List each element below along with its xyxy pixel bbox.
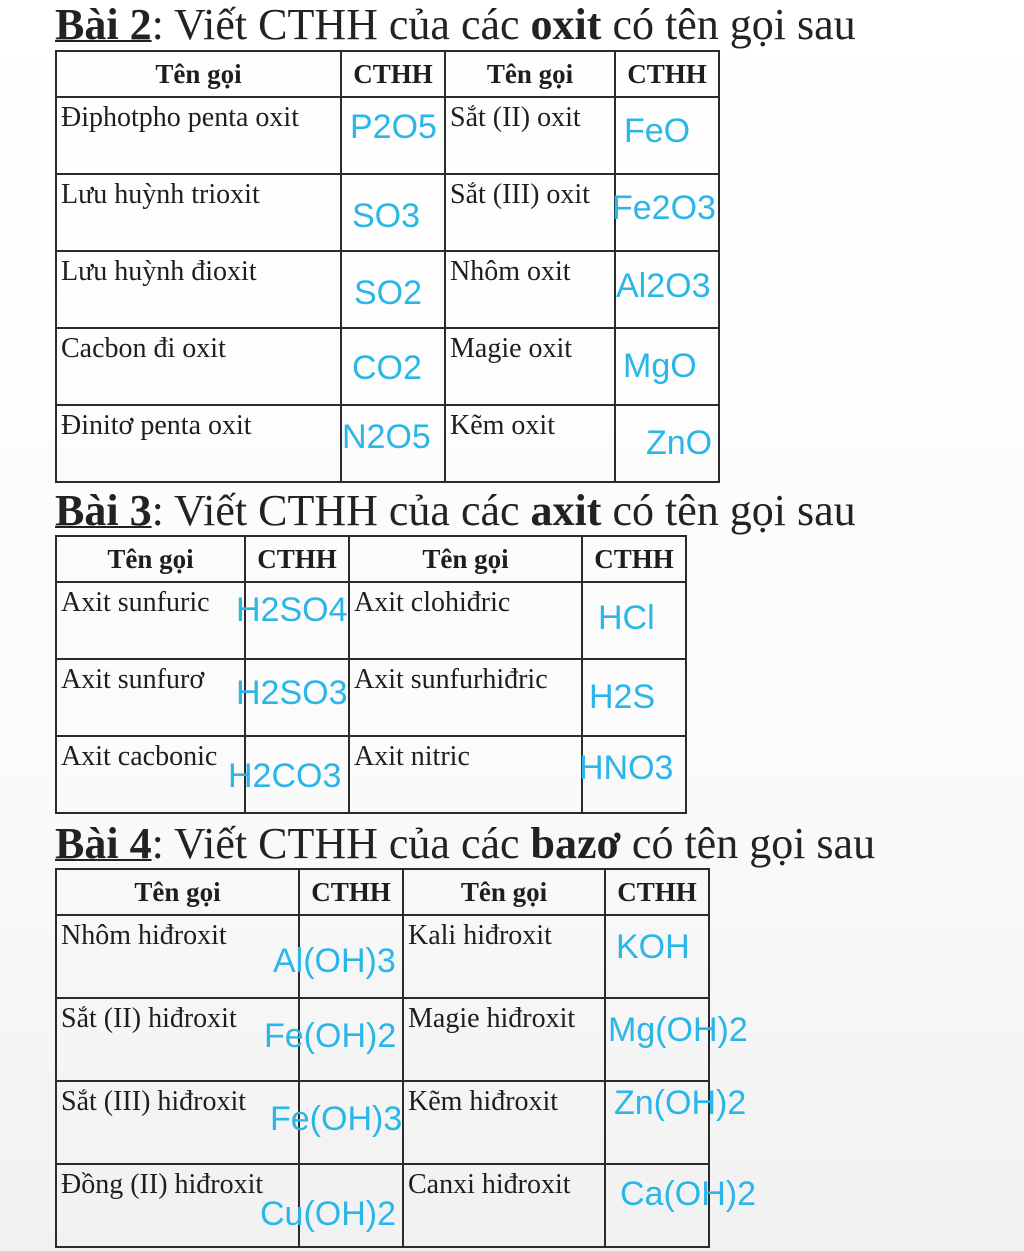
compound-name: Kẽm oxit	[445, 405, 615, 482]
handwritten-formula: FeO	[624, 112, 691, 150]
compound-name: Sắt (II) hiđroxit	[56, 998, 299, 1081]
compound-name: Axit nitric	[349, 736, 582, 813]
handwritten-formula: H2S	[589, 678, 656, 716]
column-header-name: Tên gọi	[56, 869, 299, 915]
formula-cell	[612, 174, 719, 251]
formula-cell	[615, 328, 719, 405]
compound-name: Sắt (III) hiđroxit	[56, 1081, 299, 1164]
handwritten-formula: Cu(OH)2	[260, 1195, 397, 1233]
compound-name: Đồng (II) hiđroxit	[56, 1164, 299, 1247]
compound-name: Lưu huỳnh đioxit	[56, 251, 341, 328]
formula-cell	[341, 328, 445, 405]
formula-cell	[605, 915, 709, 998]
formula-cell	[273, 915, 403, 998]
handwritten-formula: SO2	[354, 274, 423, 312]
compound-name: Cacbon đi oxit	[56, 328, 341, 405]
table-header-row	[56, 869, 709, 915]
formula-cell	[605, 1081, 747, 1164]
bai2-keyword: oxit	[530, 0, 602, 49]
handwritten-formula: CO2	[352, 349, 422, 387]
bai2-number: Bài 2	[55, 0, 152, 49]
bai4-heading-post: có tên gọi sau	[620, 819, 876, 868]
compound-name: Sắt (III) oxit	[445, 174, 615, 251]
table-header-row	[56, 51, 719, 97]
table-row	[56, 174, 719, 251]
handwritten-formula: HCl	[598, 599, 655, 637]
formula-cell	[228, 736, 349, 813]
handwritten-formula: H2SO4	[236, 591, 348, 629]
table-row	[56, 97, 719, 174]
bai3-heading-post: có tên gọi sau	[601, 486, 856, 535]
table-row	[56, 736, 686, 813]
formula-cell	[264, 998, 403, 1081]
column-header-name: Tên gọi	[445, 51, 615, 97]
formula-cell	[579, 736, 686, 813]
handwritten-formula: Fe2O3	[612, 189, 716, 227]
compound-name: Kẽm hiđroxit	[403, 1081, 605, 1164]
formula-cell	[582, 582, 686, 659]
formula-cell	[341, 251, 445, 328]
handwritten-formula: Al2O3	[616, 267, 711, 305]
formula-cell	[341, 405, 445, 482]
column-header-name: Tên gọi	[56, 536, 245, 582]
handwritten-formula: SO3	[352, 197, 421, 235]
column-header-formula: CTHH	[299, 869, 403, 915]
compound-name: Magie oxit	[445, 328, 615, 405]
formula-cell	[236, 582, 349, 659]
table-row	[56, 582, 686, 659]
handwritten-formula: H2CO3	[228, 757, 342, 795]
bai3-heading-pre: : Viết CTHH của các	[151, 486, 531, 535]
column-header-name: Tên gọi	[403, 869, 605, 915]
compound-name: Nhôm oxit	[445, 251, 615, 328]
bai3-number: Bài 3	[55, 486, 152, 535]
handwritten-formula: P2O5	[350, 108, 437, 146]
handwritten-formula: HNO3	[579, 749, 674, 787]
formula-cell	[582, 659, 686, 736]
compound-name: Sắt (II) oxit	[445, 97, 615, 174]
bai2-table	[55, 50, 720, 483]
table-row	[56, 405, 719, 482]
bai2-heading	[55, 0, 856, 49]
compound-name: Đinitơ penta oxit	[56, 405, 341, 482]
handwritten-formula: MgO	[623, 347, 697, 385]
column-header-formula: CTHH	[605, 869, 709, 915]
table-row	[56, 1081, 709, 1164]
compound-name: Axit sunfurhiđric	[349, 659, 582, 736]
formula-cell	[260, 1164, 403, 1247]
handwritten-formula: Al(OH)3	[273, 942, 396, 980]
formula-cell	[605, 998, 748, 1081]
formula-cell	[615, 251, 719, 328]
formula-cell	[270, 1081, 403, 1164]
table-row	[56, 251, 719, 328]
formula-cell	[341, 174, 445, 251]
bai4-heading	[55, 819, 876, 868]
bai2-heading-pre: : Viết CTHH của các	[151, 0, 531, 49]
bai3-keyword: axit	[530, 486, 602, 535]
compound-name: Canxi hiđroxit	[403, 1164, 605, 1247]
handwritten-formula: ZnO	[646, 424, 713, 462]
column-header-formula: CTHH	[582, 536, 686, 582]
handwritten-formula: Ca(OH)2	[620, 1175, 757, 1213]
bai3-heading	[55, 486, 856, 535]
formula-cell	[341, 97, 445, 174]
column-header-formula: CTHH	[341, 51, 445, 97]
bai3-table	[55, 535, 687, 814]
bai4-keyword: bazơ	[530, 819, 621, 868]
compound-name: Axit cacbonic	[56, 736, 245, 813]
compound-name: Axit sunfuric	[56, 582, 245, 659]
handwritten-formula: Fe(OH)3	[270, 1100, 403, 1138]
compound-name: Nhôm hiđroxit	[56, 915, 299, 998]
handwritten-formula: N2O5	[342, 418, 431, 456]
table-row	[56, 998, 709, 1081]
handwritten-formula: H2SO3	[236, 674, 348, 712]
table-row	[56, 659, 686, 736]
table-row	[56, 1164, 709, 1247]
formula-cell	[615, 405, 719, 482]
column-header-formula: CTHH	[615, 51, 719, 97]
compound-name: Lưu huỳnh trioxit	[56, 174, 341, 251]
compound-name: Axit sunfurơ	[56, 659, 245, 736]
formula-cell	[605, 1164, 757, 1247]
column-header-name: Tên gọi	[56, 51, 341, 97]
bai4-number: Bài 4	[55, 819, 152, 868]
compound-name: Axit clohiđric	[349, 582, 582, 659]
compound-name: Magie hiđroxit	[403, 998, 605, 1081]
formula-cell	[615, 97, 719, 174]
handwritten-formula: KOH	[616, 928, 690, 966]
column-header-name: Tên gọi	[349, 536, 582, 582]
handwritten-formula: Mg(OH)2	[608, 1011, 748, 1049]
bai4-table	[55, 868, 757, 1248]
table-header-row	[56, 536, 686, 582]
compound-name: Kali hiđroxit	[403, 915, 605, 998]
table-row	[56, 328, 719, 405]
formula-cell	[236, 659, 349, 736]
compound-name: Điphotpho penta oxit	[56, 97, 341, 174]
bai4-heading-pre: : Viết CTHH của các	[151, 819, 531, 868]
column-header-formula: CTHH	[245, 536, 349, 582]
handwritten-formula: Fe(OH)2	[264, 1017, 397, 1055]
bai2-heading-post: có tên gọi sau	[601, 0, 856, 49]
handwritten-formula: Zn(OH)2	[614, 1084, 747, 1122]
table-row	[56, 915, 709, 998]
